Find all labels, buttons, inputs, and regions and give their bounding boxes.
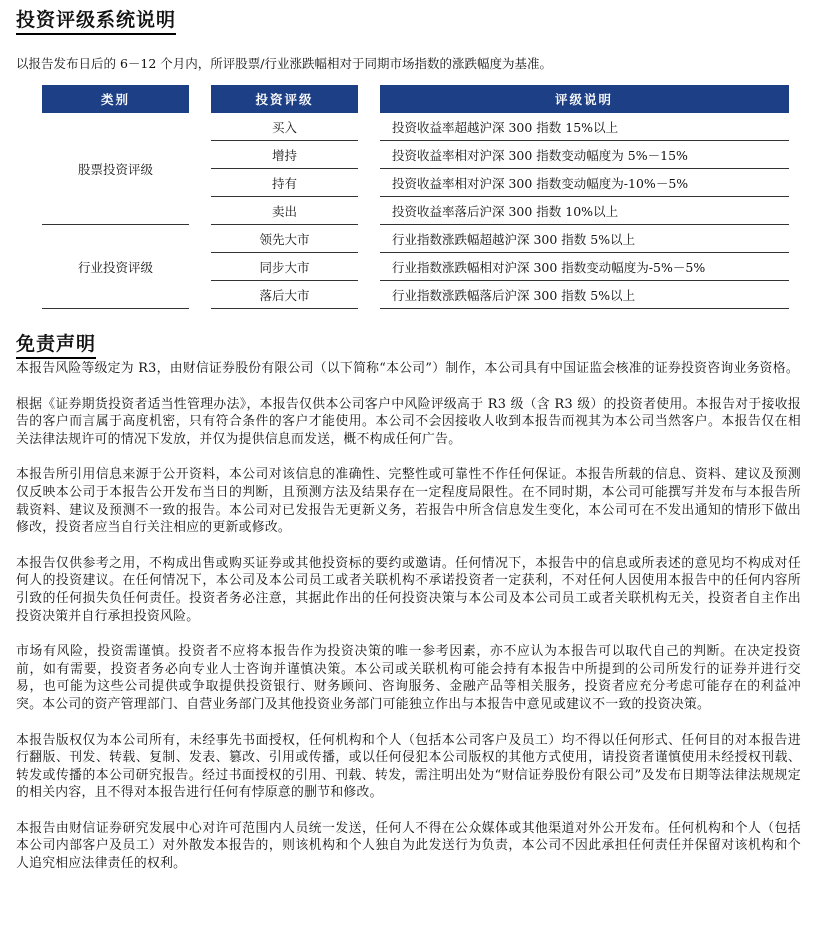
rating-intro: 以报告发布日后的 6－12 个月内，所评股票/行业涨跌幅相对于同期市场指数的涨跌幅度为基准。 <box>16 56 553 71</box>
rating-section-title: 投资评级系统说明 <box>16 8 176 35</box>
table-row <box>42 113 789 141</box>
header-description: 评级说明 <box>380 85 789 113</box>
rating-table <box>42 85 789 309</box>
disclaimer-body <box>16 360 801 891</box>
rating-cell: 持有 <box>211 169 358 197</box>
table-row <box>42 225 789 253</box>
description-cell: 投资收益率相对沪深 300 指数变动幅度为 5%－15% <box>380 141 789 169</box>
disclaimer-paragraph: 本报告版权仅为本公司所有，未经事先书面授权，任何机构和个人（包括本公司客户及员工）均不得以任何形式、任何目的对本报告进行翻版、刊发、转载、复制、发表、篡改、引用或传播，或以任何侵犯本公司版权的其他方式使用，请投资者谨慎使用未经授权刊载、转发或传播的本公司研究报告。经过书面授权的引用、刊载、转发，需注明出处为“财信证券股份有限公司”及发布日期等法律法规规定的相关内容，且不得对本报告进行任何有悖原意的删节和修改。 <box>16 732 801 801</box>
description-cell: 投资收益率相对沪深 300 指数变动幅度为-10%－5% <box>380 169 789 197</box>
disclaimer-paragraph: 根据《证券期货投资者适当性管理办法》，本报告仅供本公司客户中风险评级高于 R3 级（含 R3 级）的投资者使用。本报告对于接收报告的客户而言属于高度机密，只有符合条件的客户才能使用。本公司不会因接收人收到本报告而视其为本公司当然客户。本报告仅在相关法律法规许可的情况下发放，并仅为提供信息而发送，概不构成任何广告。 <box>16 396 801 447</box>
header-rating: 投资评级 <box>211 85 358 113</box>
disclaimer-paragraph: 本报告由财信证券研究发展中心对许可范围内人员统一发送，任何人不得在公众媒体或其他渠道对外公开发布。任何机构和个人（包括本公司内部客户及员工）对外散发本报告的，则该机构和个人独自为此发送行为负责，本公司不因此承担任何责任并保留对该机构和个人追究相应法律责任的权利。 <box>16 820 801 872</box>
disclaimer-paragraph: 市场有风险，投资需谨慎。投资者不应将本报告作为投资决策的唯一参考因素，亦不应认为本报告可以取代自己的判断。在决定投资前，如有需要，投资者务必向专业人士咨询并谨慎决策。本公司或关联机构可能会持有本报告中所提到的公司所发行的证券并进行交易，也可能为这些公司提供或争取提供投资银行、财务顾问、咨询服务、金融产品等相关服务，投资者应充分考虑可能存在的利益冲突。本公司的资产管理部门、自营业务部门及其他投资业务部门可能独立作出与本报告中意见或建议不一致的投资决策。 <box>16 644 801 712</box>
rating-cell: 卖出 <box>211 197 358 225</box>
rating-cell: 同步大市 <box>211 253 358 281</box>
header-category: 类别 <box>42 85 189 113</box>
disclaimer-paragraph: 本报告风险等级定为 R3，由财信证券股份有限公司（以下简称“本公司”）制作，本公司具有中国证监会核准的证券投资咨询业务资格。 <box>16 361 799 376</box>
disclaimer-paragraph: 本报告仅供参考之用，不构成出售或购买证券或其他投资标的要约或邀请。任何情况下，本报告中的信息或所表述的意见均不构成对任何人的投资建议。在任何情况下，本公司及本公司员工或者关联机构不承诺投资者一定获利，不对任何人因使用本报告中的任何内容所引致的任何损失负任何责任。投资者务必注意，其据此作出的任何投资决策与本公司及本公司员工或者关联机构无关，投资者自主作出投资决策并自行承担投资风险。 <box>16 555 801 624</box>
rating-cell: 领先大市 <box>211 225 358 253</box>
industry-category-cell: 行业投资评级 <box>42 225 189 309</box>
description-cell: 投资收益率超越沪深 300 指数 15%以上 <box>380 113 789 141</box>
description-cell: 行业指数涨跌幅落后沪深 300 指数 5%以上 <box>380 281 789 309</box>
description-cell: 行业指数涨跌幅超越沪深 300 指数 5%以上 <box>380 225 789 253</box>
disclaimer-section-title: 免责声明 <box>16 332 96 359</box>
rating-cell: 落后大市 <box>211 281 358 309</box>
description-cell: 行业指数涨跌幅相对沪深 300 指数变动幅度为-5%－5% <box>380 253 789 281</box>
description-cell: 投资收益率落后沪深 300 指数 10%以上 <box>380 197 789 225</box>
rating-table-header <box>42 85 789 113</box>
rating-cell: 买入 <box>211 113 358 141</box>
rating-cell: 增持 <box>211 141 358 169</box>
disclaimer-paragraph: 本报告所引用信息来源于公开资料，本公司对该信息的准确性、完整性或可靠性不作任何保证。本报告所载的信息、资料、建议及预测仅反映本公司于本报告公开发布当日的判断，且预测方法及结果存在一定程度局限性。在不同时期，本公司可能撰写并发布与本报告所载资料、建议及预测不一致的报告。本公司对已发报告无更新义务，若报告中所含信息发生变化，本公司可在不发出通知的情形下做出修改，投资者应当自行关注相应的更新或修改。 <box>16 467 801 536</box>
stock-category-cell: 股票投资评级 <box>42 113 189 225</box>
